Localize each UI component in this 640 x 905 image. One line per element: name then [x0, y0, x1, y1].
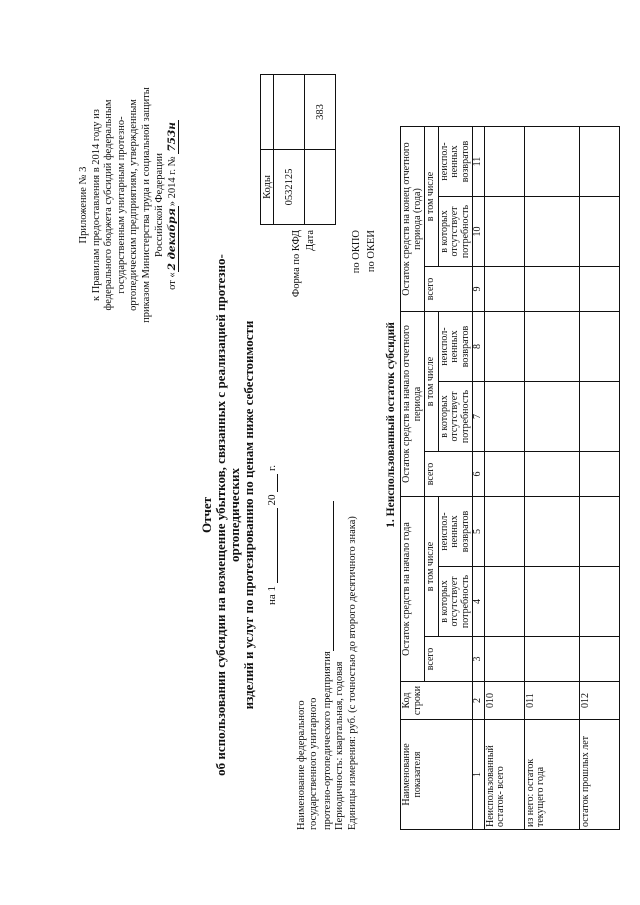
header-start-year: Остаток средств на начало года: [401, 497, 425, 682]
header-in-that: в том числе: [425, 312, 439, 452]
header-no-need: в которых отсутствует потребность: [438, 567, 473, 637]
header-start-period: Остаток средств на начало отчетного периода: [401, 312, 425, 497]
row-name: Неиспользованный остаток- всего: [484, 720, 524, 830]
subsidy-balance-table: [400, 126, 620, 830]
section-title: 1. Неиспользованный остаток субсидий: [385, 322, 397, 528]
appendix-text: государственным унитарным протезно-: [115, 116, 127, 294]
appendix-text: к Правилам предоставления в 2014 году из: [90, 109, 102, 301]
codes-header: Коды: [261, 150, 274, 225]
handwritten-date: 2 декабря: [166, 208, 179, 271]
header-total: всего: [425, 637, 473, 682]
period-day-month-blank: [265, 508, 278, 583]
date-label: Дата: [305, 230, 316, 251]
kfd-label: Форма по КФД: [291, 230, 302, 298]
column-number: 4: [473, 567, 485, 637]
org-name-blank: [321, 501, 334, 651]
header-non-return: неиспол-ненных возвратов: [438, 127, 473, 197]
header-non-return: неиспол-ненных возвратов: [438, 497, 473, 567]
header-no-need: в которых отсутствует потребность: [438, 382, 473, 452]
okpo-label: по ОКПО: [351, 230, 362, 274]
period-year-blank: [265, 474, 278, 492]
kfd-value: 0532125: [274, 150, 305, 225]
codes-table: [260, 74, 336, 225]
appendix-text: ортопедическим предприятиям, утвержденным: [128, 99, 140, 311]
row-code: 010: [484, 682, 524, 720]
header-in-that: в том числе: [425, 127, 439, 267]
row-name: остаток прошлых лет: [579, 720, 619, 830]
appendix-block: [78, 65, 180, 345]
header-total: всего: [425, 452, 473, 497]
report-title: Отчет об использовании субсидии на возмещение убытков, связанных с реализацией протезно-ортопедических изделий и услуг по протезированию по ценам ниже себестоимости: [199, 254, 256, 776]
column-number: 10: [473, 197, 485, 267]
column-number: 5: [473, 497, 485, 567]
column-number: 8: [473, 312, 485, 382]
report-info: [296, 501, 359, 830]
appendix-date: от «2 декабря» 2014 г. № 753н: [166, 122, 179, 290]
okpo-value: [305, 150, 336, 225]
header-in-that: в том числе: [425, 497, 439, 637]
appendix-number: Приложение № 3: [78, 166, 89, 244]
appendix-text: федерального бюджета субсидий федеральным: [103, 99, 115, 311]
header-total: всего: [425, 267, 473, 312]
appendix-text: приказом Министерства труда и социальной защиты: [140, 87, 152, 323]
column-number: 6: [473, 452, 485, 497]
header-non-return: неиспол-ненных возвратов: [438, 312, 473, 382]
column-number: 9: [473, 267, 485, 312]
header-name: Наименование показателя: [401, 720, 473, 830]
table-row: [524, 127, 579, 830]
table-row: [484, 127, 524, 830]
column-number: 7: [473, 382, 485, 452]
row-code: 011: [524, 682, 579, 720]
header-end-period: Остаток средств на конец отчетного периода (года): [401, 127, 425, 312]
table-row: [579, 127, 619, 830]
org-name-label: протезно-ортопедического предприятия: [321, 651, 333, 830]
date-value: [274, 75, 305, 150]
report-period: на 1 20 г.: [266, 464, 278, 605]
handwritten-number: 753н: [166, 122, 179, 152]
appendix-text: Российской Федерации: [153, 153, 165, 257]
column-number: 2: [473, 682, 485, 720]
header-code: Код строки: [401, 682, 473, 720]
column-number: 11: [473, 127, 485, 197]
okei-value: 383: [305, 75, 336, 150]
header-no-need: в которых отсутствует потребность: [438, 197, 473, 267]
column-number: 3: [473, 637, 485, 682]
org-name-label: государственного унитарного: [308, 697, 320, 830]
okei-label: по ОКЕИ: [366, 230, 377, 273]
row-name: из него: остаток текущего года: [524, 720, 579, 830]
units: Единицы измерения: руб. (с точностью до второго десятичного знака): [346, 516, 358, 830]
periodicity: Периодичность: квартальная, годовая: [334, 661, 346, 830]
org-name-label: Наименование федерального: [296, 700, 307, 830]
row-code: 012: [579, 682, 619, 720]
column-number: 1: [473, 720, 485, 830]
